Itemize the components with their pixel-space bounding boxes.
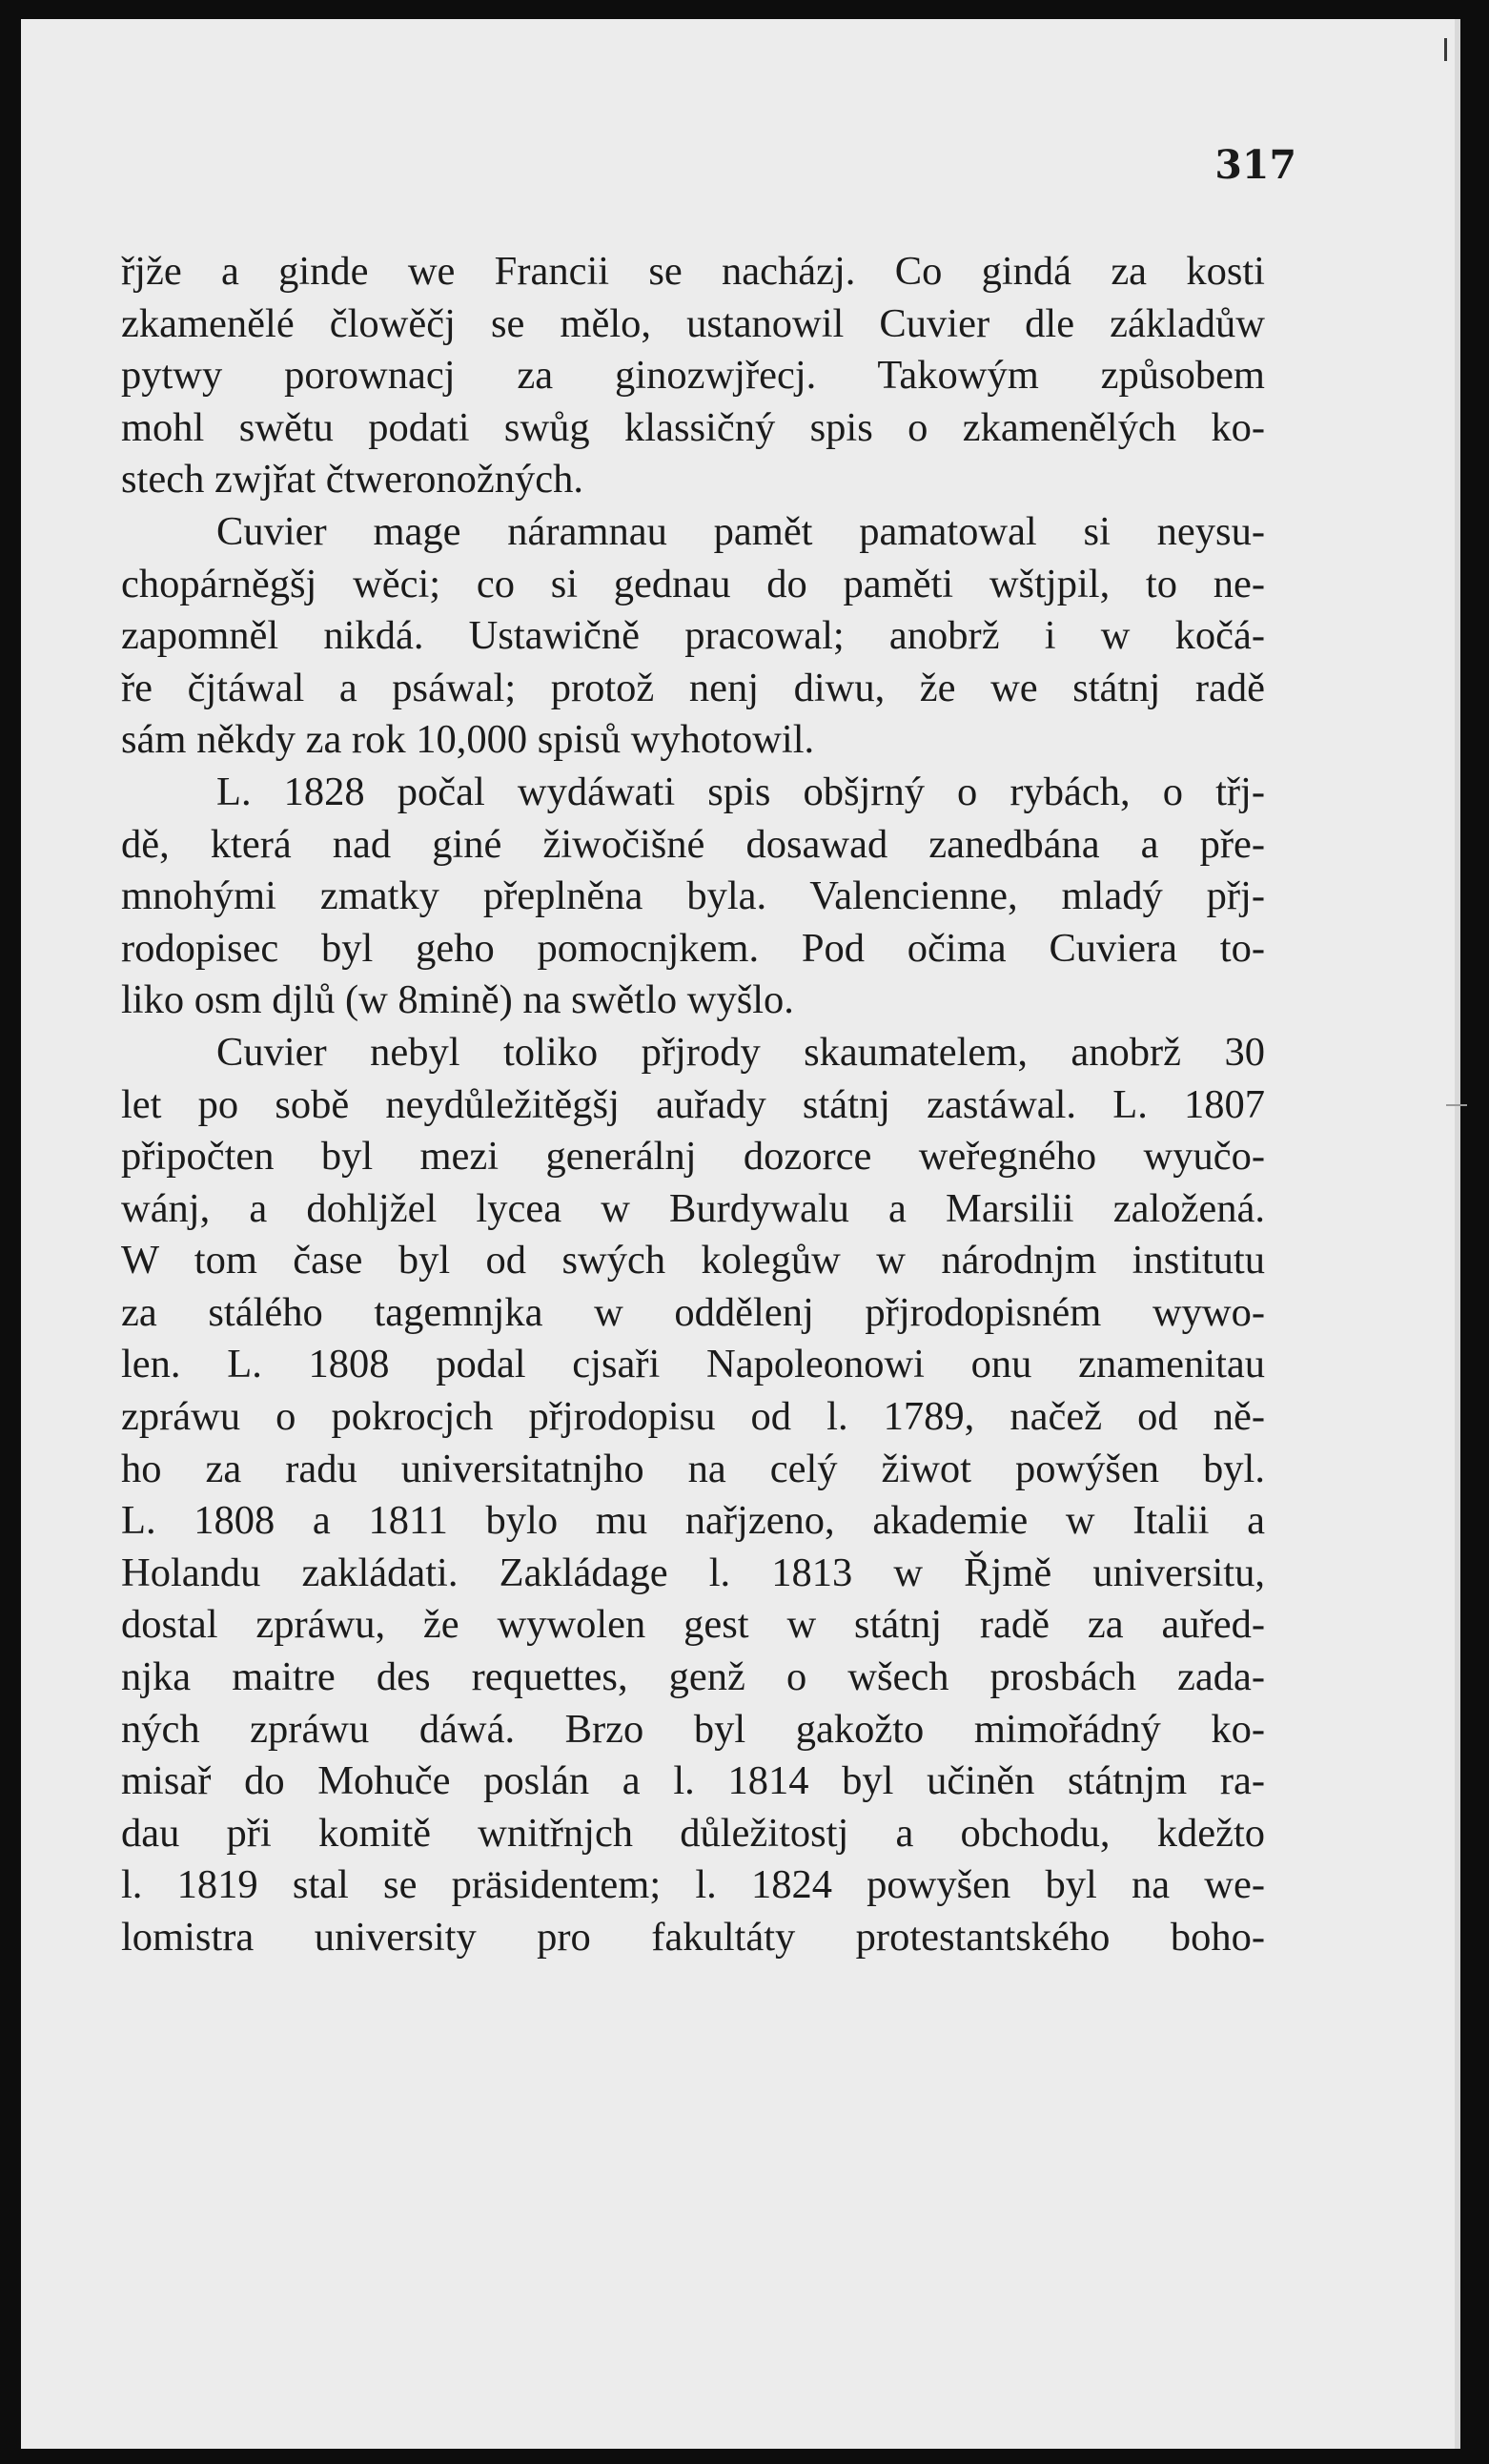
text-line: misař do Mohuče poslán a l. 1814 byl učiněn státnjm ra- <box>121 1758 1265 1804</box>
margin-mark <box>1446 1104 1467 1106</box>
text-line: L. 1808 a 1811 bylo mu nařjzeno, akademie w Italii a <box>121 1498 1265 1544</box>
text-line: ho za radu universitatnjho na celý žiwot powýšen byl. <box>121 1446 1265 1491</box>
book-page <box>21 19 1460 2449</box>
text-line: Holandu zakládati. Zakládage l. 1813 w Řjmě universitu, <box>121 1550 1265 1595</box>
text-line: rodopisec byl geho pomocnjkem. Pod očima Cuviera to- <box>121 925 1265 971</box>
text-line: zkamenělé člowěčj se mělo, ustanowil Cuvier dle základůw <box>121 300 1265 346</box>
text-line: připočten byl mezi generálnj dozorce weřegného wyučo- <box>121 1134 1265 1180</box>
scan-edge-mark <box>1444 38 1447 61</box>
text-line: len. L. 1808 podal cjsaři Napoleonowi onu znamenitau <box>121 1342 1265 1387</box>
text-line: dau při komitě wnitřnjch důležitostj a obchodu, kdežto <box>121 1810 1265 1856</box>
text-line: l. 1819 stal se präsidentem; l. 1824 powyšen byl na we- <box>121 1862 1265 1908</box>
text-line: sám někdy za rok 10,000 spisů wyhotowil. <box>121 717 815 763</box>
text-line: liko osm djlů (w 8mině) na swětlo wyšlo. <box>121 977 794 1023</box>
text-line: wánj, a dohljžel lycea w Burdywalu a Marsilii založená. <box>121 1185 1265 1231</box>
text-line: řjže a ginde we Francii se nacházj. Co gindá za kosti <box>121 249 1265 294</box>
text-line: mnohými zmatky přeplněna byla. Valencienne, mladý přj- <box>121 873 1265 919</box>
text-line: njka maitre des requettes, genž o wšech prosbách zada- <box>121 1654 1265 1700</box>
text-line: stech zwjřat čtweronožných. <box>121 457 583 503</box>
text-line: zpráwu o pokrocjch přjrodopisu od l. 1789, načež od ně- <box>121 1394 1265 1440</box>
text-line: L. 1828 počal wydáwati spis obšjrný o rybách, o třj- <box>216 769 1265 814</box>
page-number: 317 <box>1214 142 1296 188</box>
text-line: lomistra university pro fakultáty protestantského boho- <box>121 1915 1265 1960</box>
text-line: let po sobě neydůležitěgšj auřady státnj zastáwal. L. 1807 <box>121 1081 1265 1127</box>
text-line: pytwy porownacj za ginozwjřecj. Takowým způsobem <box>121 353 1265 399</box>
page-text-body <box>121 246 1265 1964</box>
text-line: Cuvier mage náramnau pamět pamatowal si neysu- <box>216 508 1265 554</box>
text-line: mohl swětu podati swůg klassičný spis o zkamenělých ko- <box>121 404 1265 450</box>
text-line: ných zpráwu dáwá. Brzo byl gakožto mimořádný ko- <box>121 1706 1265 1752</box>
text-line: W tom čase byl od swých kolegůw w národnjm institutu <box>121 1238 1265 1283</box>
text-line: ře čjtáwal a psáwal; protož nenj diwu, že we státnj radě <box>121 665 1265 710</box>
text-line: dě, která nad giné žiwočišné dosawad zanedbána a pře- <box>121 821 1265 867</box>
text-line: zapomněl nikdá. Ustawičně pracowal; anobrž i w kočá- <box>121 613 1265 659</box>
text-line: dostal zpráwu, že wywolen gest w státnj radě za auřed- <box>121 1602 1265 1648</box>
text-line: za stálého tagemnjka w oddělenj přjrodopisném wywo- <box>121 1289 1265 1335</box>
text-line: Cuvier nebyl toliko přjrody skaumatelem, anobrž 30 <box>216 1029 1265 1075</box>
text-line: chopárněgšj wěci; co si gednau do paměti wštjpil, to ne- <box>121 561 1265 606</box>
